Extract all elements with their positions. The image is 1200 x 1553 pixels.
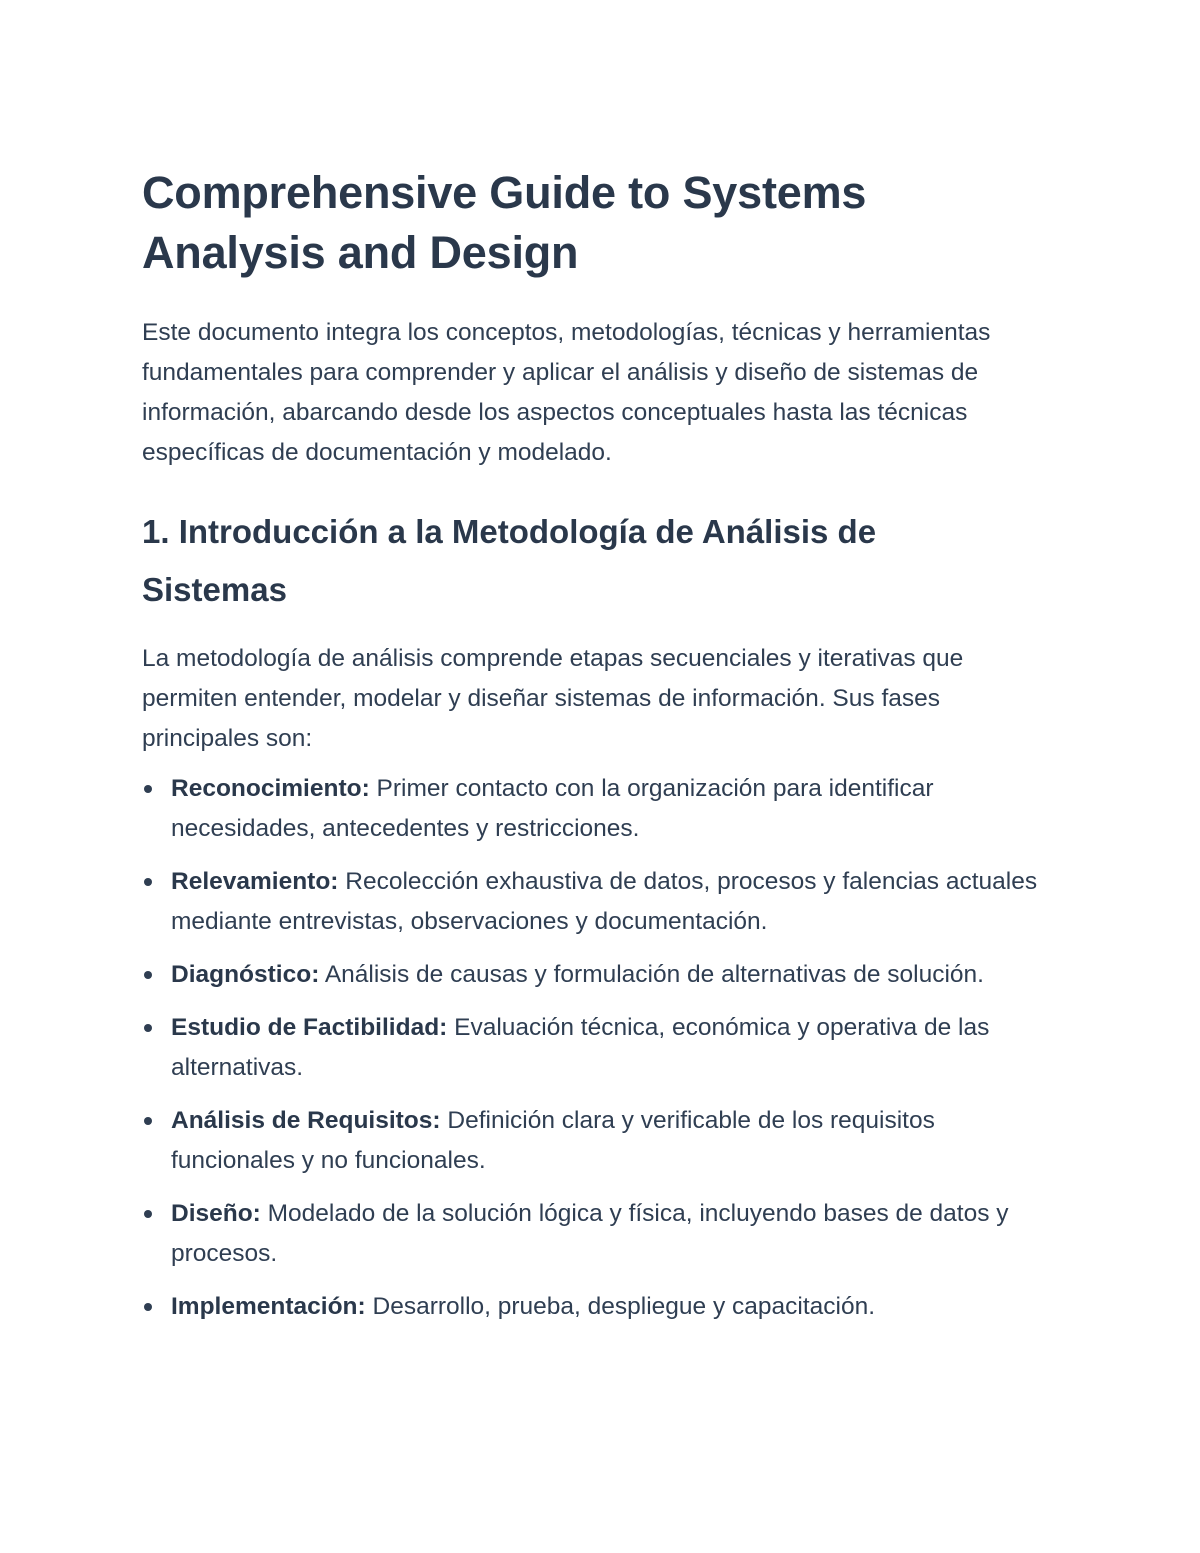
bullet-icon	[144, 1117, 152, 1125]
phase-description: Primer contacto con la organización para identificar necesidades, antecedentes y restricciones.	[171, 775, 934, 842]
phase-description: Evaluación técnica, económica y operativa de las alternativas.	[171, 1014, 990, 1081]
list-item	[142, 1194, 1050, 1274]
phase-description: Modelado de la solución lógica y física, incluyendo bases de datos y procesos.	[171, 1200, 1009, 1267]
bullet-icon	[144, 785, 152, 793]
document-title-line: Comprehensive Guide to Systems	[142, 167, 867, 218]
bullet-icon	[144, 1024, 152, 1032]
phase-description: Definición clara y verificable de los requisitos funcionales y no funcionales.	[171, 1107, 935, 1174]
list-item	[142, 1008, 1050, 1088]
list-item	[142, 955, 1050, 995]
section-heading-line: Sistemas	[142, 571, 287, 608]
section-heading	[142, 503, 1050, 619]
phase-description: Análisis de causas y formulación de alternativas de solución.	[319, 961, 984, 988]
phase-term: Relevamiento:	[171, 868, 339, 895]
bullet-icon	[144, 878, 152, 886]
phases-list	[142, 769, 1050, 1327]
document-title-line: Analysis and Design	[142, 227, 579, 278]
phase-term: Implementación:	[171, 1293, 366, 1320]
list-item	[142, 862, 1050, 942]
document-title	[142, 163, 1050, 283]
section-heading-line: 1. Introducción a la Metodología de Análisis de	[142, 513, 877, 550]
phase-description: Desarrollo, prueba, despliegue y capacitación.	[365, 1293, 876, 1320]
list-item	[142, 769, 1050, 849]
list-item	[142, 1101, 1050, 1181]
list-item	[142, 1287, 1050, 1327]
intro-paragraph: Este documento integra los conceptos, metodologías, técnicas y herramientas fundamentales para comprender y aplicar el análisis y diseño de sistemas de información, abarcando desde los aspectos conceptuales hasta las técnicas específicas de documentación y modelado.	[142, 319, 991, 466]
bullet-icon	[144, 971, 152, 979]
phase-term: Reconocimiento:	[171, 775, 370, 802]
section-body: La metodología de análisis comprende etapas secuenciales y iterativas que permiten entender, modelar y diseñar sistemas de información. Sus fases principales son:	[142, 645, 964, 752]
phase-term: Diseño:	[171, 1200, 261, 1227]
bullet-icon	[144, 1303, 152, 1311]
bullet-icon	[144, 1210, 152, 1218]
phase-term: Diagnóstico:	[171, 961, 320, 988]
phase-description: Recolección exhaustiva de datos, procesos y falencias actuales mediante entrevistas, observaciones y documentación.	[171, 868, 1038, 935]
phase-term: Análisis de Requisitos:	[171, 1107, 441, 1134]
phase-term: Estudio de Factibilidad:	[171, 1014, 448, 1041]
